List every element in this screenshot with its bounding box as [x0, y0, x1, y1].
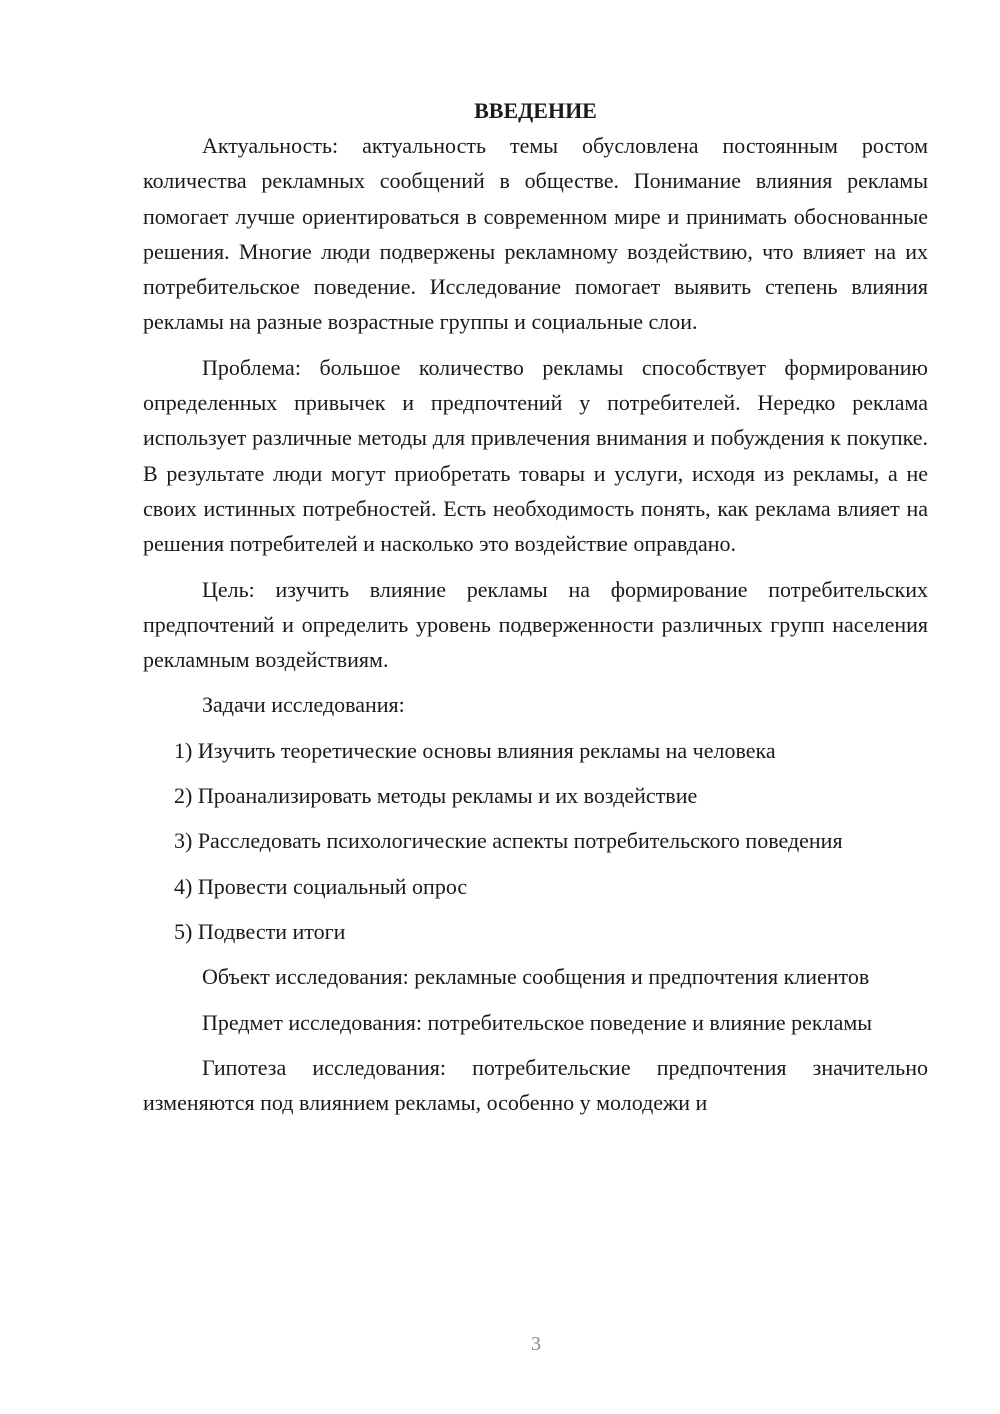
task-item: 2) Проанализировать методы рекламы и их воздействие: [174, 783, 698, 809]
paragraph-object: Объект исследования: рекламные сообщения и предпочтения клиентов: [202, 964, 870, 990]
task-item: 1) Изучить теоретические основы влияния рекламы на человека: [174, 737, 776, 763]
page-content: [143, 93, 928, 1130]
page-number: 3: [531, 1333, 541, 1355]
page-title: ВВЕДЕНИЕ: [474, 98, 597, 123]
paragraph-relevance: Актуальность: актуальность темы обусловлена постоянным ростом количества рекламных сообщений в обществе. Понимание влияния рекламы помогает лучше ориентироваться в современном мире и принимать обоснованные решения. Многие люди подвержены рекламному воздействию, что влияет на их потребительское поведение. Исследование помогает выявить степень влияния рекламы на разные возрастные группы и социальные слои.: [143, 133, 928, 335]
paragraph-goal: Цель: изучить влияние рекламы на формирование потребительских предпочтений и определить уровень подверженности различных групп населения рекламным воздействиям.: [143, 576, 928, 673]
task-item: 5) Подвести итоги: [174, 918, 346, 944]
task-item: 3) Расследовать психологические аспекты потребительского поведения: [174, 828, 843, 854]
tasks-heading: Задачи исследования:: [202, 692, 405, 718]
tasks-list: [143, 733, 928, 949]
task-item: 4) Провести социальный опрос: [174, 873, 468, 899]
paragraph-problem: Проблема: большое количество рекламы способствует формированию определенных привычек и предпочтений у потребителей. Нередко реклама использует различные методы для привлечения внимания и побуждения к покупке. В результате люди могут приобретать товары и услуги, исходя из рекламы, а не своих истинных потребностей. Есть необходимость понять, как реклама влияет на решения потребителей и насколько это воздействие оправдано.: [143, 354, 928, 557]
paragraph-subject: Предмет исследования: потребительское поведение и влияние рекламы: [202, 1009, 873, 1035]
paragraph-hypothesis: Гипотеза исследования: потребительские предпочтения значительно изменяются под влиянием рекламы, особенно у молодежи и: [143, 1054, 928, 1116]
